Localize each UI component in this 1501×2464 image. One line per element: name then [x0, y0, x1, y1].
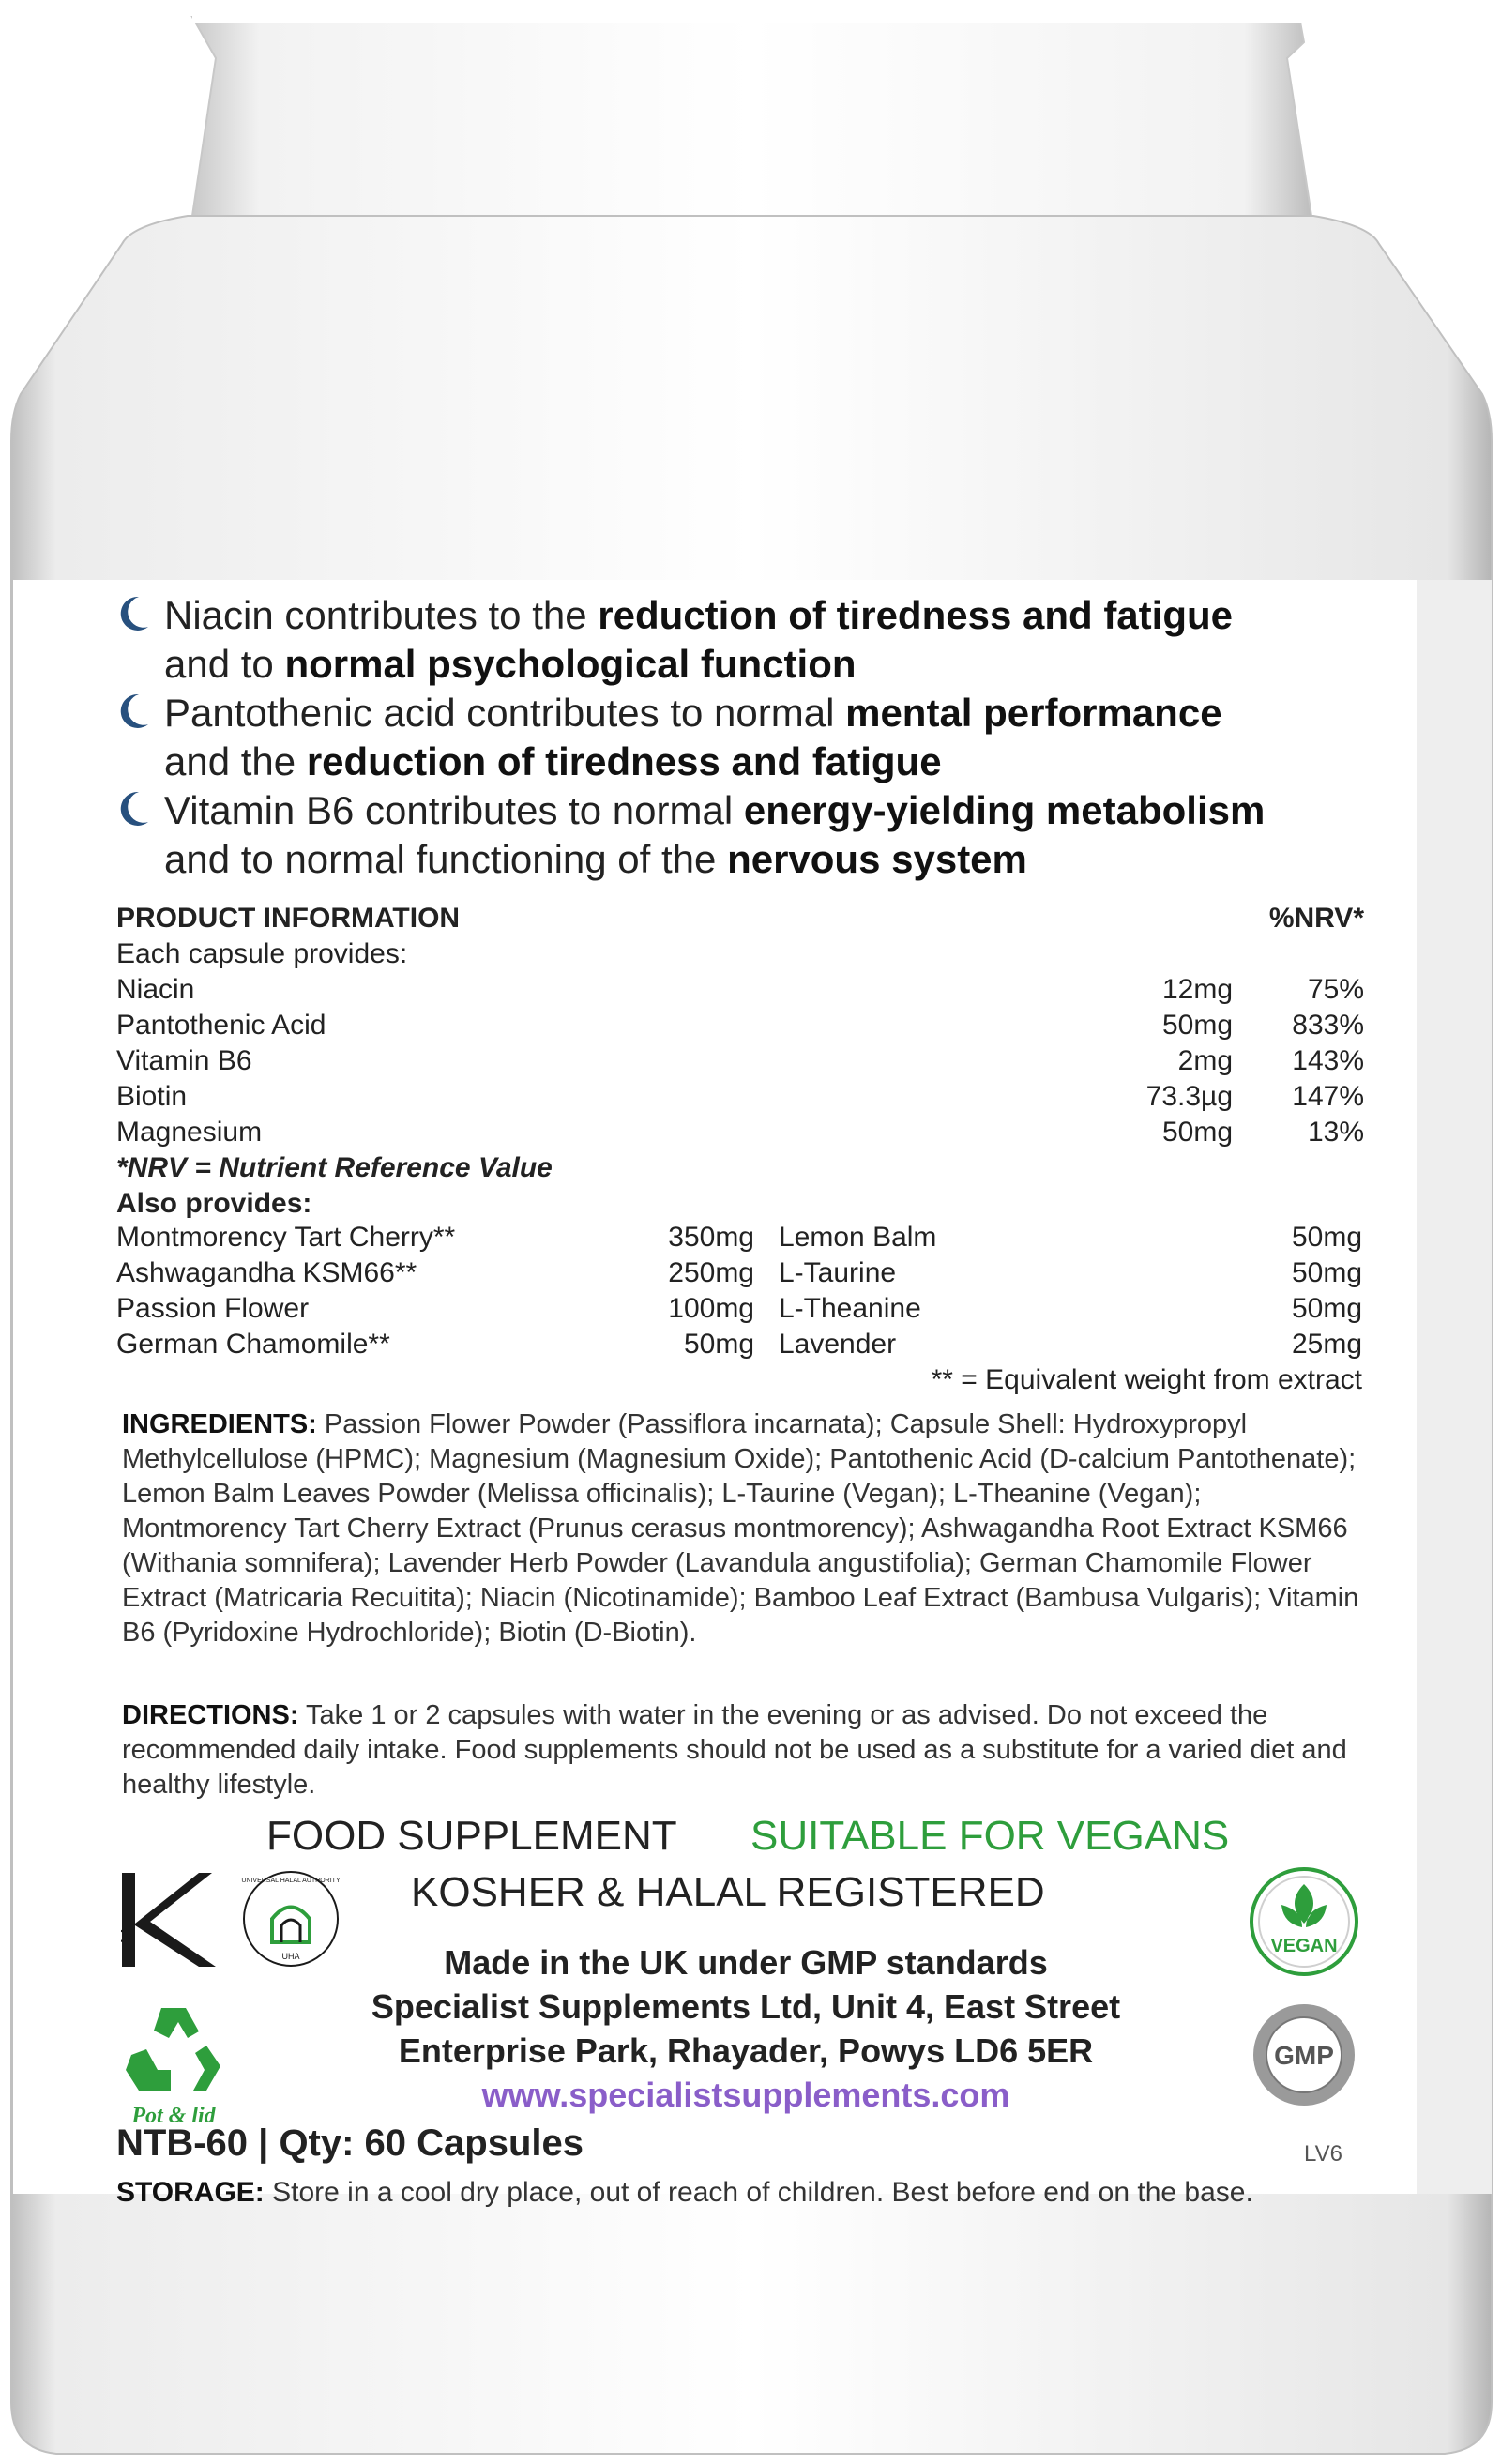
- directions-text: DIRECTIONS: Take 1 or 2 capsules with water in the evening or as advised. Do not exceed the recommended daily intake. Food supplements should not be used as a substitute for a varied diet and healthy lifestyle.: [122, 1700, 1347, 1800]
- svg-text:GMP: GMP: [1274, 2041, 1334, 2070]
- ingredients-label: INGREDIENTS:: [122, 1409, 317, 1439]
- also-row: L-Taurine 50mg: [779, 1257, 1362, 1288]
- storage-text: STORAGE: Store in a cool dry place, out of reach of children. Best before end on the base.: [116, 2177, 1253, 2208]
- also-provides-left: [116, 1220, 754, 1362]
- sku-quantity: NTB-60 | Qty: 60 Capsules: [116, 2122, 584, 2164]
- recycle-icon: [113, 1999, 235, 2130]
- claim-b6: Vitamin B6 contributes to normal energy-yielding metabolism and to normal functioning of the nervous system: [113, 786, 1379, 884]
- directions-label: DIRECTIONS:: [122, 1700, 299, 1730]
- svg-text:UHA: UHA: [281, 1952, 300, 1961]
- storage-label: STORAGE:: [116, 2177, 265, 2208]
- also-row: Passion Flower 100mg: [116, 1293, 754, 1324]
- crescent-moon-icon: [118, 790, 150, 828]
- svg-text:UNIVERSAL HALAL AUTHORITY: UNIVERSAL HALAL AUTHORITY: [241, 1878, 341, 1884]
- also-row: German Chamomile** 50mg: [116, 1329, 754, 1360]
- extract-note: ** = Equivalent weight from extract: [931, 1364, 1362, 1395]
- also-row: Montmorency Tart Cherry** 350mg: [116, 1222, 754, 1253]
- also-row: L-Theanine 50mg: [779, 1293, 1362, 1324]
- made-in-uk-line: Made in the UK under GMP standards: [444, 1943, 1048, 1982]
- suitable-for-vegans-text: SUITABLE FOR VEGANS: [750, 1813, 1230, 1859]
- food-supplement-text: FOOD SUPPLEMENT: [266, 1813, 677, 1859]
- nutrient-row: Vitamin B6 2mg 143%: [116, 1045, 1364, 1076]
- svg-text:VEGAN: VEGAN: [1270, 1936, 1338, 1956]
- nutrient-row: Niacin 12mg 75%: [116, 974, 1364, 1005]
- nutrient-row: Pantothenic Acid 50mg 833%: [116, 1010, 1364, 1041]
- address-line-2: Enterprise Park, Rhayader, Powys LD6 5ER: [398, 2031, 1094, 2070]
- nutrient-row: Magnesium 50mg 13%: [116, 1117, 1364, 1148]
- kosher-halal-text: KOSHER & HALAL REGISTERED: [411, 1869, 1045, 1915]
- product-info-subheading: Each capsule provides:: [116, 938, 408, 969]
- also-row: Ashwagandha KSM66** 250mg: [116, 1257, 754, 1288]
- gmp-badge: [1248, 1999, 1360, 2111]
- claim-pantothenic: Pantothenic acid contributes to normal mental performance and the reduction of tiredness and fatigue: [113, 689, 1379, 786]
- svg-text:Pot & lid: Pot & lid: [131, 2104, 216, 2128]
- nrv-heading: %NRV*: [1268, 903, 1364, 934]
- manufacturer-info: [310, 1940, 1182, 2117]
- also-provides-heading: Also provides:: [116, 1188, 312, 1219]
- ingredients-text: INGREDIENTS: Passion Flower Powder (Passiflora incarnata); Capsule Shell: Hydroxypropyl Methylcellulose (HPMC); Magnesium (Magnesium Oxide); Pantothenic Acid (D-calcium Pantothenate); Lemon Balm Leaves Powder (Melissa officinalis); L-Taurine (Vegan); L-Theanine (Vegan); Montmorency Tart Cherry Extract (Prunus cerasus montmorency); Ashwagandha Root Extract KSM66 (Withania somnifera); Lavender Herb Powder (Lavandula angustifolia); German Chamomile Flower Extract (Matricaria Recuitita); Niacin (Nicotinamide); Bamboo Leaf Extract (Bambusa Vulgaris); Vitamin B6 (Pyridoxine Hydrochloride); Biotin (D-Biotin).: [122, 1409, 1359, 1648]
- claim-niacin: Niacin contributes to the reduction of tiredness and fatigue and to normal psychological function: [113, 591, 1379, 689]
- lot-code: LV6: [1304, 2141, 1342, 2167]
- nrv-note: *NRV = Nutrient Reference Value: [116, 1152, 553, 1183]
- vegan-badge: [1248, 1865, 1360, 1978]
- svg-text:AA: AA: [119, 1925, 135, 1946]
- product-info-header: [116, 901, 1364, 936]
- nutrient-row: Biotin 73.3µg 147%: [116, 1081, 1364, 1112]
- also-row: Lemon Balm 50mg: [779, 1222, 1362, 1253]
- website-link[interactable]: www.specialistsupplements.com: [481, 2076, 1010, 2114]
- product-info-heading: PRODUCT INFORMATION: [116, 903, 461, 934]
- also-row: Lavender 25mg: [779, 1329, 1362, 1360]
- crescent-moon-icon: [118, 595, 150, 632]
- crescent-moon-icon: [118, 692, 150, 730]
- product-information-table: [116, 901, 1364, 1222]
- address-line-1: Specialist Supplements Ltd, Unit 4, East Street: [371, 1987, 1121, 2026]
- kosher-k-logo: [105, 1867, 227, 1975]
- also-provides-right: [779, 1220, 1362, 1362]
- health-claims: [113, 591, 1379, 884]
